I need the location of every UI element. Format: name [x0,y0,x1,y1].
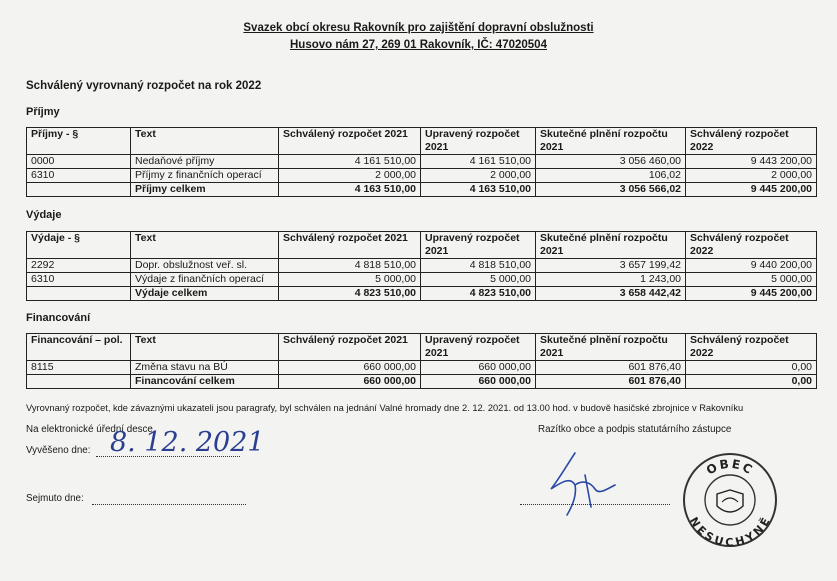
row-code: 6310 [27,273,131,287]
total-approved-2022: 0,00 [686,375,817,389]
col-header-text: Text [131,232,279,259]
row-approved-2022: 5 000,00 [686,273,817,287]
col-header-code: Výdaje - § [27,232,131,259]
row-approved-2022: 9 443 200,00 [686,155,817,169]
total-label: Financování celkem [131,375,279,389]
row-code [27,183,131,197]
col-header-actual-2021: Skutečné plnění rozpočtu 2021 [536,232,686,259]
row-approved-2021: 660 000,00 [279,361,421,375]
stamp-text-bottom: NESUCHYNĚ [686,514,774,550]
col-header-code: Příjmy - § [27,128,131,155]
table-row [27,259,817,273]
col-header-code: Financování – pol. [27,334,131,361]
row-adjusted-2021: 660 000,00 [421,361,536,375]
coat-of-arms-icon [717,490,743,512]
section-heading-prijmy: Příjmy [26,106,60,118]
total-label: Výdaje celkem [131,287,279,301]
total-actual-2021: 3 658 442,42 [536,287,686,301]
table-header-row [27,232,817,259]
row-code: 6310 [27,169,131,183]
row-adjusted-2021: 5 000,00 [421,273,536,287]
total-approved-2021: 4 823 510,00 [279,287,421,301]
col-header-adjusted-2021: Upravený rozpočet 2021 [421,128,536,155]
table-row [27,361,817,375]
col-header-actual-2021: Skutečné plnění rozpočtu 2021 [536,334,686,361]
col-header-approved-2021: Schválený rozpočet 2021 [279,128,421,155]
table-header-row [27,128,817,155]
total-approved-2021: 660 000,00 [279,375,421,389]
stamp-text-top: OBEC [703,456,757,478]
row-approved-2021: 2 000,00 [279,169,421,183]
row-actual-2021: 601 876,40 [536,361,686,375]
col-header-approved-2022: Schválený rozpočet 2022 [686,334,817,361]
row-code [27,287,131,301]
handwritten-signature [545,445,620,520]
handwritten-posted-date [106,420,265,460]
total-row [27,375,817,389]
row-code [27,375,131,389]
col-header-text: Text [131,128,279,155]
handwritten-date-text: 8. 12. 2021 [110,427,265,458]
total-row [27,183,817,197]
col-header-text: Text [131,334,279,361]
table-row [27,169,817,183]
col-header-adjusted-2021: Upravený rozpočet 2021 [421,232,536,259]
table-row [27,155,817,169]
row-adjusted-2021: 4 161 510,00 [421,155,536,169]
row-text: Výdaje z finančních operací [131,273,279,287]
posted-label: Vyvěšeno dne: [26,445,91,456]
row-text: Nedaňové příjmy [131,155,279,169]
row-text: Dopr. obslužnost veř. sl. [131,259,279,273]
row-actual-2021: 1 243,00 [536,273,686,287]
official-board-label: Na elektronické úřední desce [26,424,153,435]
table-header-row [27,334,817,361]
col-header-approved-2022: Schválený rozpočet 2022 [686,128,817,155]
table-financovani [26,333,817,389]
row-text: Příjmy z finančních operací [131,169,279,183]
row-actual-2021: 3 657 199,42 [536,259,686,273]
approval-note: Vyrovnaný rozpočet, kde závaznými ukazateli jsou paragrafy, byl schválen na jednání Valné hromady dne 2. 12. 2021. od 13.00 hod. v budově hasičské zbrojnice v Rakovníku [26,403,744,413]
col-header-actual-2021: Skutečné plnění rozpočtu 2021 [536,128,686,155]
row-approved-2022: 2 000,00 [686,169,817,183]
header-line-1: Svazek obcí okresu Rakovník pro zajištění dopravní obslužnosti [243,22,594,34]
total-adjusted-2021: 4 163 510,00 [421,183,536,197]
total-label: Příjmy celkem [131,183,279,197]
section-heading-financovani: Financování [26,312,91,324]
removed-label: Sejmuto dne: [26,493,84,504]
col-header-approved-2021: Schválený rozpočet 2021 [279,334,421,361]
col-header-approved-2021: Schválený rozpočet 2021 [279,232,421,259]
total-adjusted-2021: 660 000,00 [421,375,536,389]
total-approved-2022: 9 445 200,00 [686,183,817,197]
table-vydaje [26,231,817,301]
col-header-adjusted-2021: Upravený rozpočet 2021 [421,334,536,361]
total-adjusted-2021: 4 823 510,00 [421,287,536,301]
row-actual-2021: 106,02 [536,169,686,183]
svg-text:NESUCHYNĚ [687,515,773,549]
table-prijmy [26,127,817,197]
row-actual-2021: 3 056 460,00 [536,155,686,169]
row-approved-2021: 4 818 510,00 [279,259,421,273]
total-actual-2021: 601 876,40 [536,375,686,389]
removed-date-line [92,504,246,505]
section-heading-vydaje: Výdaje [26,209,62,221]
row-approved-2022: 0,00 [686,361,817,375]
row-approved-2022: 9 440 200,00 [686,259,817,273]
total-approved-2022: 9 445 200,00 [686,287,817,301]
total-row [27,287,817,301]
header-line-2: Husovo nám 27, 269 01 Rakovník, IČ: 47020504 [290,39,547,51]
row-approved-2021: 4 161 510,00 [279,155,421,169]
page-title: Schválený vyrovnaný rozpočet na rok 2022 [26,80,262,92]
row-code: 8115 [27,361,131,375]
row-text: Změna stavu na BÚ [131,361,279,375]
table-row [27,273,817,287]
total-approved-2021: 4 163 510,00 [279,183,421,197]
row-code: 2292 [27,259,131,273]
col-header-approved-2022: Schválený rozpočet 2022 [686,232,817,259]
total-actual-2021: 3 056 566,02 [536,183,686,197]
municipal-stamp [680,450,780,550]
row-adjusted-2021: 2 000,00 [421,169,536,183]
signature-label: Razítko obce a podpis statutárního zástupce [538,424,732,435]
row-code: 0000 [27,155,131,169]
row-approved-2021: 5 000,00 [279,273,421,287]
row-adjusted-2021: 4 818 510,00 [421,259,536,273]
